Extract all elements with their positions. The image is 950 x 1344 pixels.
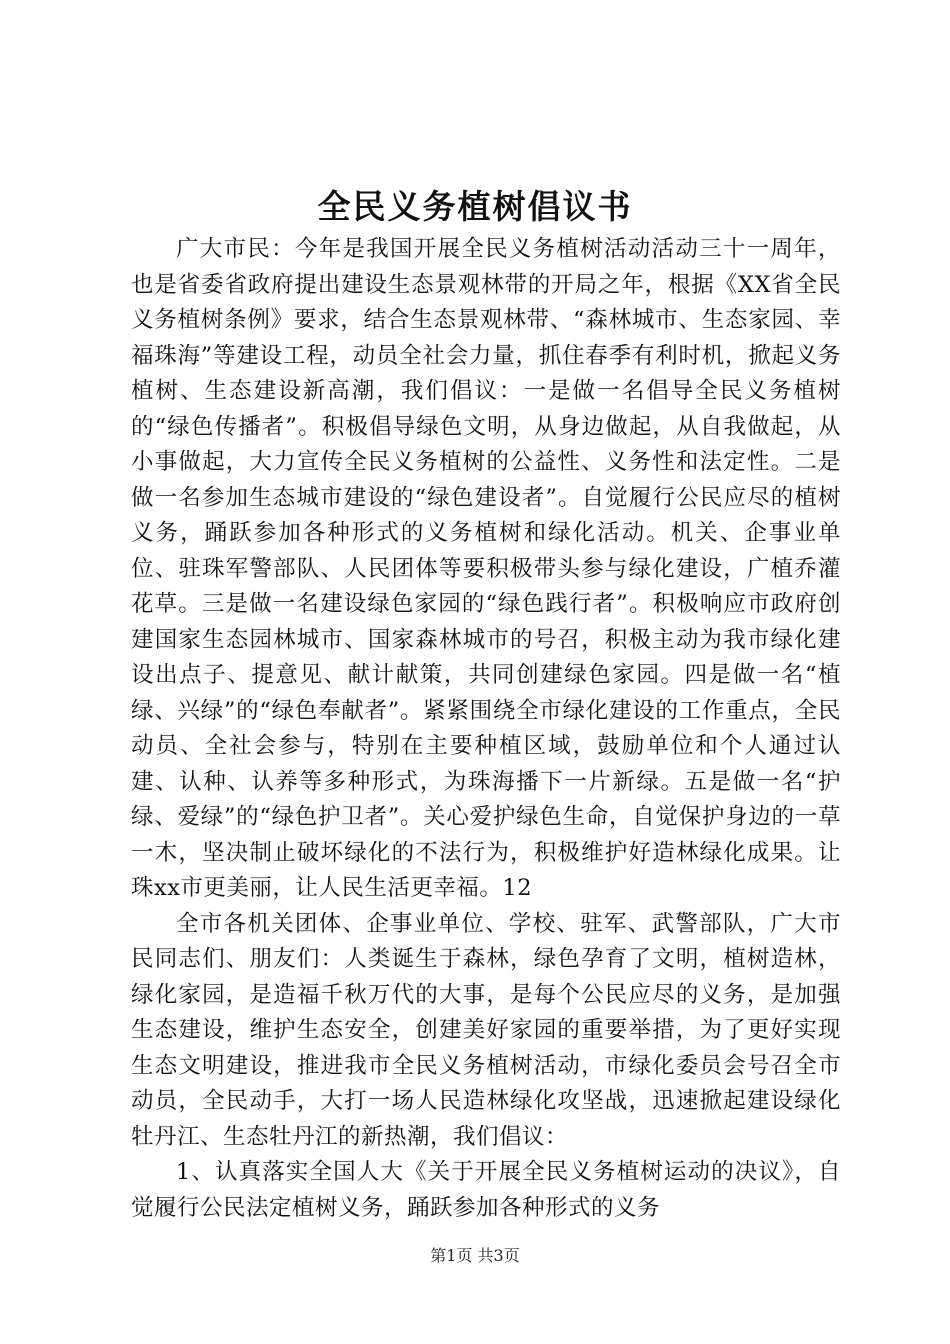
paragraph: 广大市民：今年是我国开展全民义务植树活动活动三十一周年，也是省委省政府提出建设生态景观林带的开局之年，根据《XX省全民义务植树条例》要求，结合生态景观林带、“森林城市、生态家园、幸福珠海”等建设工程，动员全社会力量，抓住春季有利时机，掀起义务植树、生态建设新高潮，我们倡议：一是做一名倡导全民义务植树的“绿色传播者”。积极倡导绿色文明，从身边做起，从自我做起，从小事做起，大力宣传全民义务植树的公益性、义务性和法定性。二是做一名参加生态城市建设的“绿色建设者”。自觉履行公民应尽的植树义务，踊跃参加各种形式的义务植树和绿化活动。机关、企事业单位、驻珠军警部队、人民团体等要积极带头参与绿化建设，广植乔灌花草。三是做一名建设绿色家园的“绿色践行者”。积极响应市政府创建国家生态园林城市、国家森林城市的号召，积极主动为我市绿化建设出点子、提意见、献计献策，共同创建绿色家园。四是做一名“植绿、兴绿”的“绿色奉献者”。紧紧围绕全市绿化建设的工作重点，全民动员、全社会参与，特别在主要种植区域，鼓励单位和个人通过认建、认种、认养等多种形式，为珠海播下一片新绿。五是做一名“护绿、爱绿”的“绿色护卫者”。关心爱护绿色生命，自觉保护身边的一草一木，坚决制止破坏绿化的不法行为，积极维护好造林绿化成果。让珠xx市更美丽，让人民生活更幸福。12	[131, 236, 841, 901]
page-number-footer: 第1页 共3页	[430, 1246, 520, 1265]
document-body	[131, 232, 841, 1226]
document-title: 全民义务植树倡议书	[317, 187, 633, 226]
paragraph: 1、认真落实全国人大《关于开展全民义务植树运动的决议》，自觉履行公民法定植树义务，踊跃参加各种形式的义务	[131, 1159, 841, 1221]
paragraph: 全市各机关团体、企事业单位、学校、驻军、武警部队，广大市民同志们、朋友们：人类诞生于森林，绿色孕育了文明，植树造林，绿化家园，是造福千秋万代的大事，是每个公民应尽的义务，是加强生态建设，维护生态安全，创建美好家园的重要举措，为了更好实现生态文明建设，推进我市全民义务植树活动，市绿化委员会号召全市动员，全民动手，大打一场人民造林绿化攻坚战，迅速掀起建设绿化牡丹江、生态牡丹江的新热潮，我们倡议：	[131, 910, 841, 1150]
